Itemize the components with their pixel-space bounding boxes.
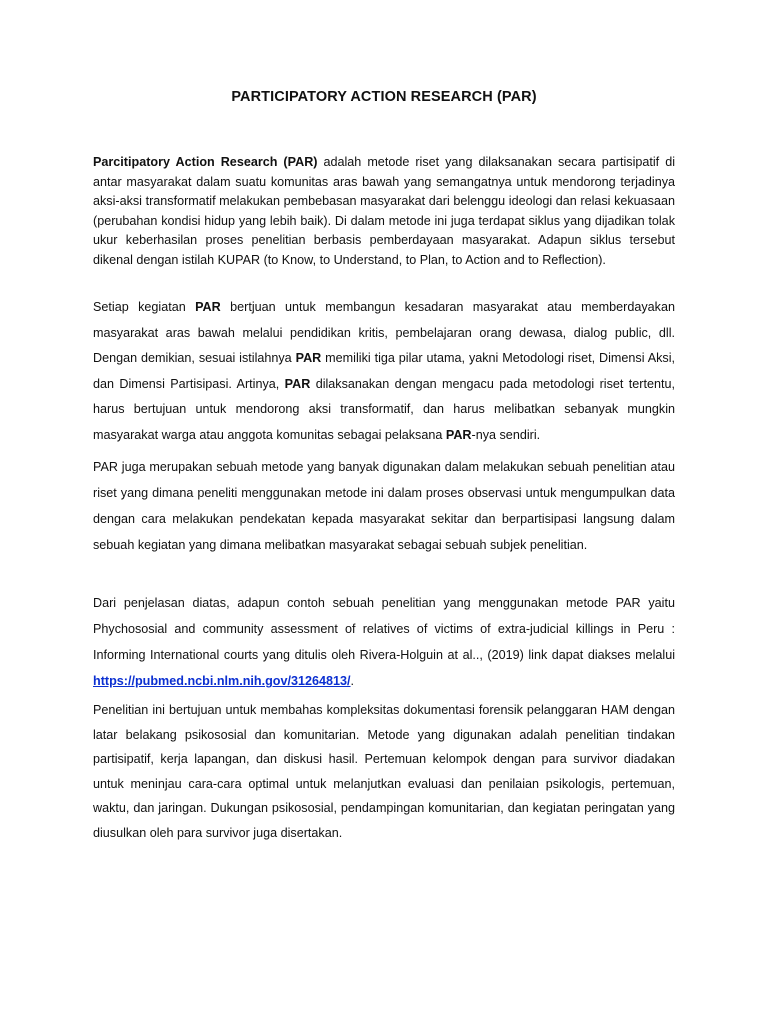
term-bold: PAR: [284, 376, 311, 391]
paragraph-text: dilaksanakan dengan mengacu pada metodologi riset tertentu, harus bertujuan untuk mendorong aksi transformatif, dan harus melibatkan sebanyak mungkin masyarakat warga atau anggota komunitas sebagai pelaksana: [93, 376, 675, 442]
paragraph-research-summary: Penelitian ini bertujuan untuk membahas kompleksitas dokumentasi forensik pelanggaran HAM dengan latar belakang psikososial dan komunitarian. Metode yang digunakan adalah penelitian tindakan partisipatif, kerja lapangan, dan diskusi hasil. Pertemuan kelompok dengan para survivor diadakan untuk meninjau cara-cara optimal untuk melanjutkan evaluasi dan penilaian psikologis, pertemuan, waktu, dan jaringan. Dukungan psikososial, pendampingan komunitarian, dan kegiatan peringatan yang diusulkan oleh para survivor juga disertakan.: [93, 703, 675, 840]
paragraph-definition: [93, 153, 675, 271]
document-title: PARTICIPATORY ACTION RESEARCH (PAR): [231, 89, 537, 105]
term-bold: PAR: [445, 427, 472, 442]
paragraph-purpose: [93, 295, 675, 448]
paragraph-text: Setiap kegiatan: [93, 300, 196, 314]
term-bold: Parcitipatory Action Research (PAR): [93, 155, 318, 169]
paragraph-text: -nya sendiri.: [471, 427, 541, 442]
paragraph-text: bertjuan untuk membangun kesadaran masyarakat atau memberdayakan masyarakat aras bawah melalui pendidikan kritis, pembelajaran orang dewasa, dialog public, dll. Dengan demikian, sesuai istilahnya: [93, 300, 675, 365]
pubmed-link[interactable]: https://pubmed.ncbi.nlm.nih.gov/31264813/: [93, 674, 351, 688]
term-bold: PAR: [195, 300, 221, 314]
paragraph-method-usage: PAR juga merupakan sebuah metode yang banyak digunakan dalam melakukan sebuah penelitian atau riset yang dimana peneliti menggunakan metode ini dalam proses observasi untuk mengumpulkan data dengan cara melakukan pendekatan kepada masyarakat sekitar dan berpartisipasi langsung dalam sebuah kegiatan yang dimana melibatkan masyarakat sebagai sebuah subjek penelitian.: [93, 460, 675, 552]
term-bold: PAR: [295, 351, 322, 365]
paragraph-text: memiliki tiga pilar utama, yakni Metodologi riset, Dimensi Aksi, dan Dimensi Partisipasi. Artinya,: [93, 351, 676, 391]
paragraph-example: [93, 590, 675, 694]
paragraph-text: adalah metode riset yang dilaksanakan secara partisipatif di antar masyarakat dalam suatu komunitas aras bawah yang semangatnya untuk mendorong terjadinya aksi-aksi transformatif melakukan pembebasan masyarakat dari belenggu ideologi dan relasi kekuasaan (perubahan kondisi hidup yang lebih baik). Di dalam metode ini juga terdapat siklus yang dijadikan tolak ukur keberhasilan proses penelitian berbasis pemberdayaan masyarakat. Adapun siklus tersebut dikenal dengan istilah KUPAR (to Know, to Understand, to Plan, to Action and to Reflection).: [93, 155, 675, 267]
paragraph-text: Dari penjelasan diatas, adapun contoh sebuah penelitian yang menggunakan metode PAR yaitu Phychososial and community assessment of relatives of victims of extra-judicial killings in Peru : Informing International courts yang ditulis oleh Rivera-Holguin at al.., (2019) link dapat diakses melalui: [93, 596, 675, 662]
paragraph-text: .: [350, 674, 355, 688]
